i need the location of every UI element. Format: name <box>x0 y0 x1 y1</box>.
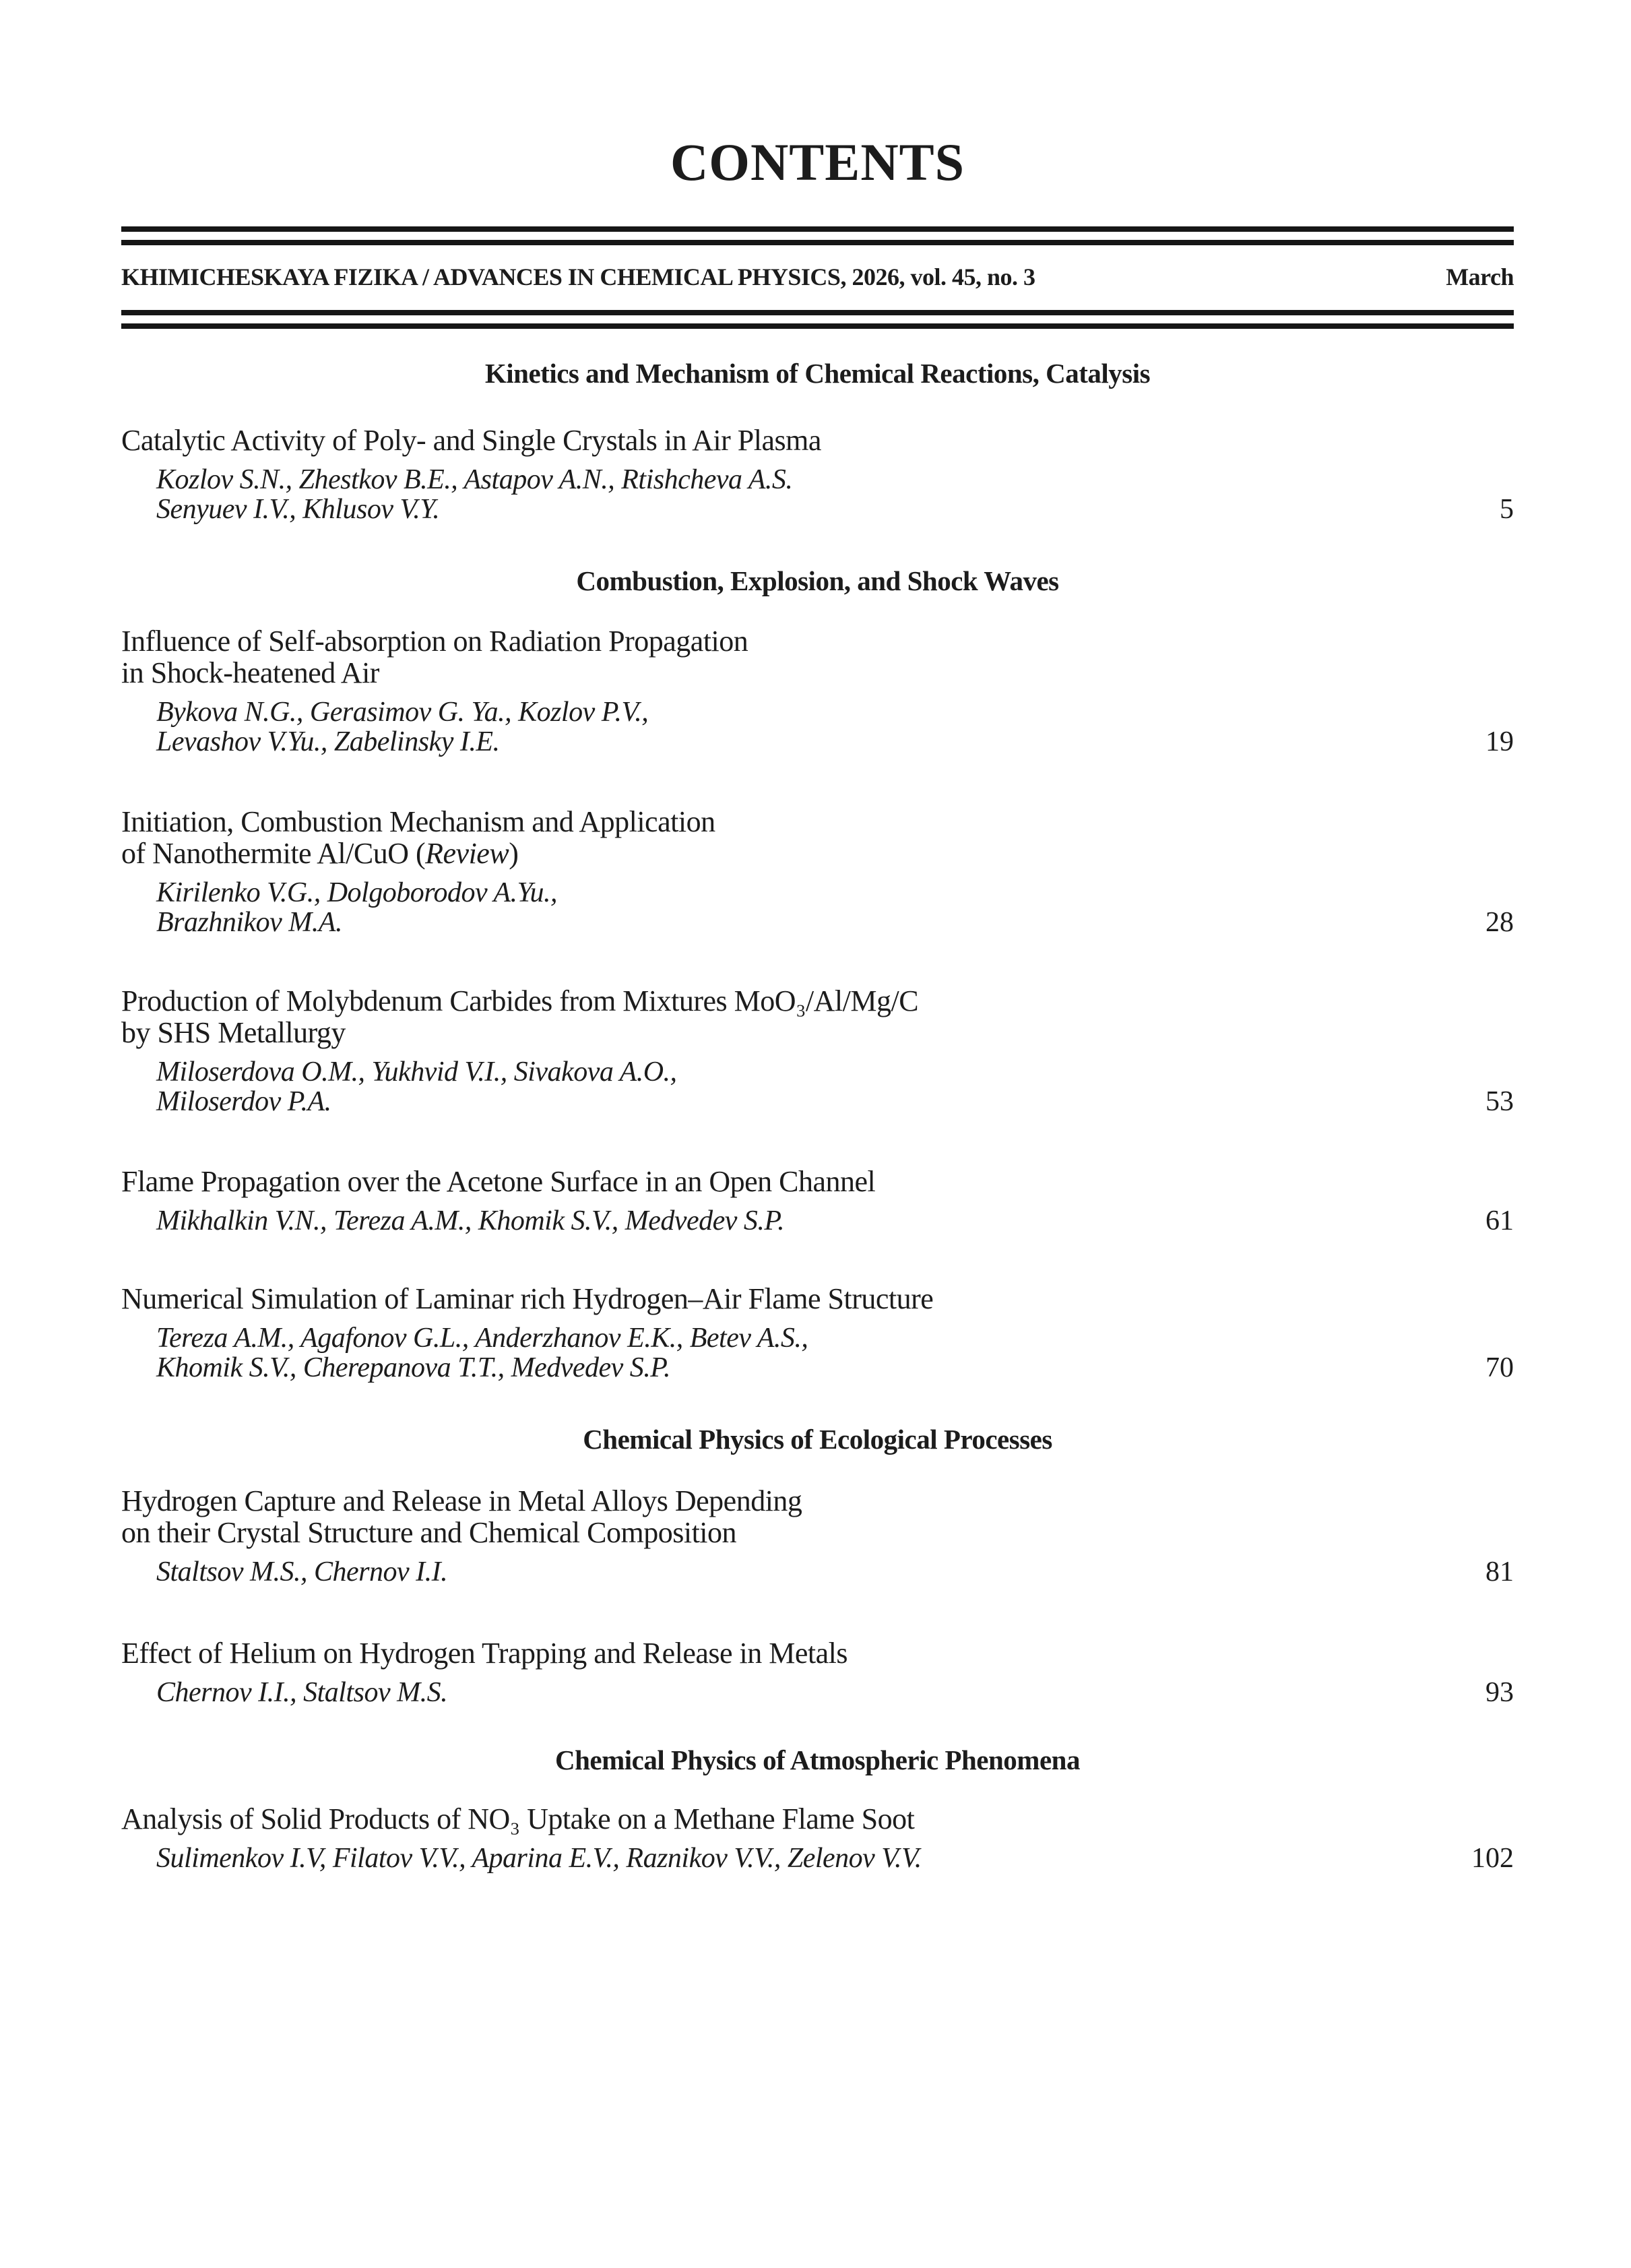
article-page-number: 28 <box>1485 907 1514 938</box>
article-page-number: 70 <box>1485 1352 1514 1383</box>
article-authors <box>121 1323 1514 1383</box>
article-authors-line: Kirilenko V.G., Dolgoborodov A.Yu., <box>156 877 558 908</box>
toc-article <box>121 1485 1514 1587</box>
article-authors-line <box>156 727 1514 757</box>
article-authors <box>121 1557 1514 1587</box>
toc-article <box>121 806 1514 937</box>
article-title-line: Initiation, Combustion Mechanism and Application <box>121 805 715 838</box>
article-title-line: Numerical Simulation of Laminar rich Hydrogen–Air Flame Structure <box>121 1282 934 1315</box>
article-title-line: Influence of Self-absorption on Radiation Propagation <box>121 625 748 658</box>
toc-article <box>121 985 1514 1116</box>
toc-article <box>121 424 1514 524</box>
journal-title: KHIMICHESKAYA FIZIKA / ADVANCES IN CHEMICAL PHYSICS, 2026, vol. 45, no. 3 <box>121 263 1035 290</box>
article-authors-line <box>156 1206 1514 1236</box>
article-title-line: Effect of Helium on Hydrogen Trapping and Release in Metals <box>121 1637 848 1670</box>
article-authors-line: Kozlov S.N., Zhestkov B.E., Astapov A.N., Rtishcheva A.S. <box>156 464 793 495</box>
article-authors <box>121 1206 1514 1236</box>
article-page-number: 61 <box>1485 1205 1514 1236</box>
article-authors-text: Senyuev I.V., Khlusov V.Y. <box>156 494 440 525</box>
article-authors-line <box>156 1844 1514 1873</box>
toc-article <box>121 1637 1514 1707</box>
article-authors-text: Levashov V.Yu., Zabelinsky I.E. <box>156 726 500 757</box>
section-heading: Chemical Physics of Ecological Processes <box>583 1424 1052 1455</box>
toc-article <box>121 1166 1514 1236</box>
article-page-number: 19 <box>1485 726 1514 757</box>
article-authors-line <box>156 1353 1514 1383</box>
article-title-line: Catalytic Activity of Poly- and Single Crystals in Air Plasma <box>121 424 821 457</box>
article-page-number: 81 <box>1485 1556 1514 1587</box>
article-authors <box>121 465 1514 524</box>
article-title-line: of Nanothermite Al/CuO (Review) <box>121 837 519 870</box>
article-authors <box>121 1057 1514 1116</box>
article-authors-text: Chernov I.I., Staltsov M.S. <box>156 1677 448 1708</box>
section-heading: Chemical Physics of Atmospheric Phenomena <box>555 1744 1080 1775</box>
article-authors-text: Sulimenkov I.V, Filatov V.V., Aparina E.V., Raznikov V.V., Zelenov V.V. <box>156 1843 922 1874</box>
toc-article <box>121 1803 1514 1873</box>
article-title-line: in Shock-heatened Air <box>121 656 379 689</box>
article-authors <box>121 1844 1514 1873</box>
article-authors <box>121 878 1514 937</box>
article-authors-text: Staltsov M.S., Chernov I.I. <box>156 1556 448 1587</box>
article-authors-line <box>156 1557 1514 1587</box>
article-page-number: 102 <box>1471 1843 1514 1874</box>
article-page-number: 53 <box>1485 1086 1514 1117</box>
article-title-line: Hydrogen Capture and Release in Metal Alloys Depending <box>121 1484 802 1517</box>
article-title-line: Production of Molybdenum Carbides from Mixtures MoO₃/Al/Mg/C <box>121 984 919 1017</box>
article-authors-line: Bykova N.G., Gerasimov G. Ya., Kozlov P.V., <box>156 697 649 728</box>
article-title-line: by SHS Metallurgy <box>121 1016 346 1049</box>
section-heading: Combustion, Explosion, and Shock Waves <box>576 565 1059 596</box>
article-authors-line <box>156 1087 1514 1116</box>
section-heading: Kinetics and Mechanism of Chemical Reactions, Catalysis <box>484 358 1151 389</box>
article-authors-line <box>156 495 1514 524</box>
article-title-line: Flame Propagation over the Acetone Surface in an Open Channel <box>121 1165 876 1198</box>
header-double-rule-bottom <box>121 310 1514 329</box>
article-authors-line: Tereza A.M., Agafonov G.L., Anderzhanov E.K., Betev A.S., <box>156 1323 808 1354</box>
page-title: CONTENTS <box>670 133 965 191</box>
toc-article <box>121 625 1514 757</box>
article-authors-text: Khomik S.V., Cherepanova T.T., Medvedev S.P. <box>156 1352 671 1383</box>
article-authors-text: Mikhalkin V.N., Tereza A.M., Khomik S.V., Medvedev S.P. <box>156 1205 785 1236</box>
article-authors-line <box>156 908 1514 937</box>
issue-month: March <box>1446 263 1514 290</box>
article-page-number: 5 <box>1500 494 1514 525</box>
article-authors-text: Brazhnikov M.A. <box>156 907 342 938</box>
article-authors <box>121 1678 1514 1707</box>
article-authors-line: Miloserdova O.M., Yukhvid V.I., Sivakova A.O., <box>156 1057 677 1088</box>
article-title-line: on their Crystal Structure and Chemical Composition <box>121 1516 737 1549</box>
article-page-number: 93 <box>1485 1677 1514 1708</box>
article-authors-text: Miloserdov P.A. <box>156 1086 331 1117</box>
journal-header-row <box>121 263 1514 291</box>
article-title-line: Analysis of Solid Products of NO₃ Uptake on a Methane Flame Soot <box>121 1802 915 1835</box>
toc-article <box>121 1283 1514 1383</box>
article-authors-line <box>156 1678 1514 1707</box>
header-double-rule-top <box>121 226 1514 245</box>
article-authors <box>121 697 1514 757</box>
